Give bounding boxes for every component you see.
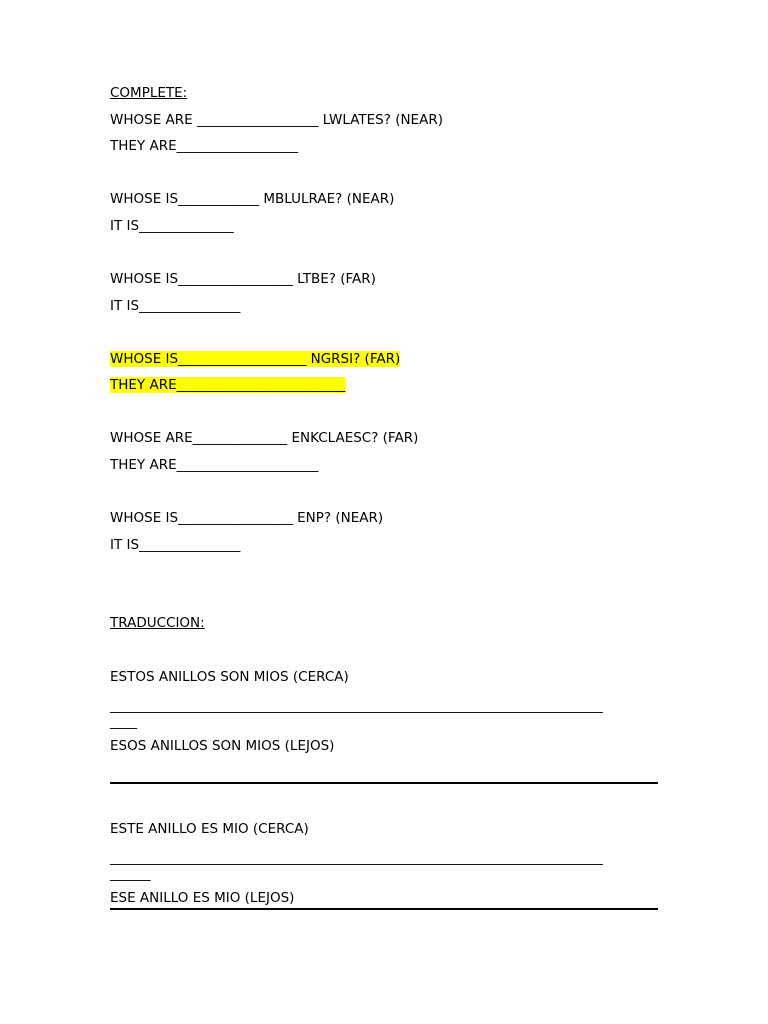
exercise-answer-6: IT IS_______________	[110, 537, 241, 553]
exercise-question-2: WHOSE IS____________ MBLULRAE? (NEAR)	[110, 191, 395, 207]
translation-answer-line-1: _________________________________________________________________________	[110, 698, 603, 714]
exercise-question-6: WHOSE IS_________________ ENP? (NEAR)	[110, 510, 384, 526]
exercise-answer-1: THEY ARE__________________	[110, 138, 299, 154]
exercise-question-3: WHOSE IS_________________ LTBE? (FAR)	[110, 271, 376, 287]
exercise-answer-3: IT IS_______________	[110, 298, 241, 314]
complete-heading: COMPLETE:	[110, 85, 188, 101]
translation-answer-wrap-1: ____	[110, 714, 137, 730]
translation-answer-wrap-3: ______	[110, 866, 151, 882]
translation-prompt-1: ESTOS ANILLOS SON MIOS (CERCA)	[110, 669, 349, 685]
highlighted-text: THEY ARE_________________________	[110, 377, 346, 393]
translation-answer-line-3: _________________________________________________________________________	[110, 850, 603, 866]
highlighted-text: WHOSE IS___________________ NGRSI? (FAR)	[110, 351, 401, 367]
answer-rule	[110, 782, 658, 784]
exercise-answer-5: THEY ARE_____________________	[110, 457, 319, 473]
translation-prompt-3: ESTE ANILLO ES MIO (CERCA)	[110, 821, 309, 837]
translation-prompt-2: ESOS ANILLOS SON MIOS (LEJOS)	[110, 738, 335, 754]
answer-rule	[110, 908, 658, 910]
exercise-question-1: WHOSE ARE __________________ LWLATES? (NEAR)	[110, 112, 443, 128]
exercise-answer-4-highlighted	[110, 376, 345, 394]
exercise-answer-2: IT IS______________	[110, 218, 234, 234]
translation-prompt-4: ESE ANILLO ES MIO (LEJOS)	[110, 890, 295, 906]
translation-heading: TRADUCCION:	[110, 615, 205, 631]
exercise-question-5: WHOSE ARE______________ ENKCLAESC? (FAR)	[110, 430, 419, 446]
exercise-question-4-highlighted	[110, 350, 400, 368]
